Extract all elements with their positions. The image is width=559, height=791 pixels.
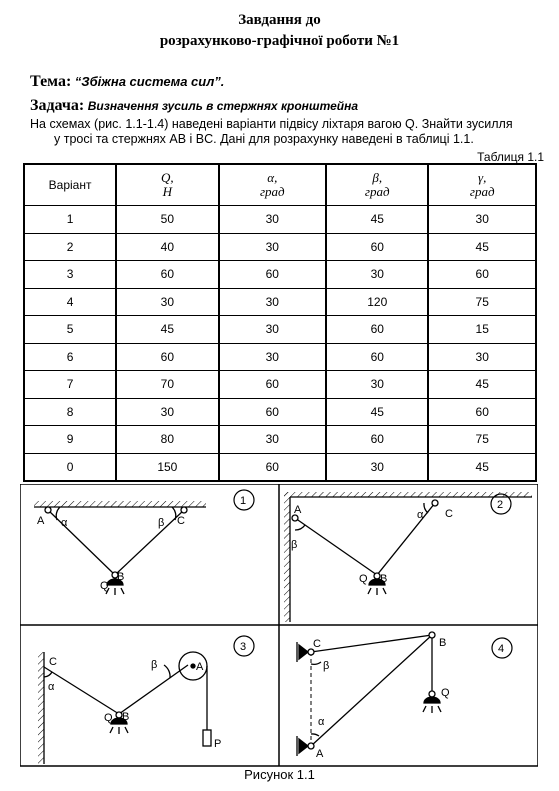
scheme-1-label-a: A [37,515,45,527]
table-cell: 45 [428,453,536,481]
header-alpha: α, град [219,164,327,206]
table-cell: 8 [24,398,116,426]
table-cell: 45 [116,316,218,344]
figure-caption: Рисунок 1.1 [244,767,315,782]
table-cell: 30 [219,233,327,261]
header-beta: β, град [326,164,428,206]
scheme-3-label-a: A [196,661,204,673]
table-cell: 60 [326,233,428,261]
table-cell: 45 [428,233,536,261]
scheme-1-number: 1 [240,495,247,507]
scheme-2-label-q: Q [359,573,368,585]
table-cell: 70 [116,371,218,399]
table-cell: 6 [24,343,116,371]
table-cell: 75 [428,426,536,454]
table-cell: 30 [428,343,536,371]
title-line-2: розрахунково-графічної роботи №1 [159,33,400,49]
table-cell: 45 [326,206,428,234]
description-line-2: у тросі та стержнях AB і BC. Дані для розрахунку наведені в таблиці 1.1. [54,132,474,146]
table-cell: 60 [219,261,327,289]
scheme-2-number: 2 [497,499,504,511]
table-cell: 60 [219,398,327,426]
table-cell: 2 [24,233,116,261]
task-description [30,117,550,147]
scheme-3-label-p: P [214,738,222,750]
scheme-4-label-a: A [316,748,324,760]
page-title [0,10,559,52]
data-table [23,163,537,482]
table-cell: 60 [219,453,327,481]
figures-area [20,484,538,771]
table-row [24,371,536,399]
table-cell: 30 [219,343,327,371]
scheme-2-label-b: B [380,573,388,585]
table-cell: 60 [219,371,327,399]
table-row [24,316,536,344]
topic-label: Тема: [30,73,72,90]
table-cell: 30 [219,426,327,454]
table-cell: 60 [326,343,428,371]
table-cell: 60 [428,398,536,426]
table-cell: 60 [116,343,218,371]
table-row [24,233,536,261]
table-row [24,261,536,289]
scheme-2-label-beta: β [291,539,298,551]
table-cell: 0 [24,453,116,481]
figure-schemes [20,484,538,771]
table-cell: 15 [428,316,536,344]
header-gamma: γ, град [428,164,536,206]
table-row [24,343,536,371]
scheme-3 [38,652,211,764]
scheme-2-label-alpha: α [417,509,424,521]
task [30,97,358,115]
table-cell: 30 [219,288,327,316]
scheme-3-number: 3 [240,641,247,653]
scheme-1-label-b: B [117,571,125,583]
table-cell: 80 [116,426,218,454]
header-q: Q, Н [116,164,218,206]
table-header-row [24,164,536,206]
scheme-1-label-alpha: α [61,517,68,529]
table-row [24,426,536,454]
table-cell: 30 [326,261,428,289]
table-cell: 75 [428,288,536,316]
table-cell: 120 [326,288,428,316]
title-line-1: Завдання до [238,12,321,28]
scheme-4 [297,632,441,756]
scheme-4-label-alpha: α [318,716,325,728]
table-cell: 60 [428,261,536,289]
table-cell: 3 [24,261,116,289]
scheme-4-number: 4 [498,643,505,655]
table-cell: 7 [24,371,116,399]
table-cell: 45 [428,371,536,399]
table-cell: 50 [116,206,218,234]
topic [30,73,224,91]
table-cell: 150 [116,453,218,481]
scheme-4-label-q: Q [441,687,450,699]
table-cell: 5 [24,316,116,344]
table-row [24,398,536,426]
scheme-1-label-q: Q [100,580,109,592]
table-cell: 1 [24,206,116,234]
task-label: Задача: [30,97,85,114]
table-caption: Таблиця 1.1 [477,150,544,164]
table-cell: 30 [326,371,428,399]
table-cell: 60 [326,316,428,344]
scheme-labels [37,495,504,760]
scheme-3-label-c: C [49,656,57,668]
table-cell: 30 [116,398,218,426]
scheme-3-label-q: Q [104,712,113,724]
scheme-1-label-c: C [177,515,185,527]
scheme-2-label-a: A [294,504,302,516]
table-cell: 60 [116,261,218,289]
table-cell: 30 [326,453,428,481]
description-line-1: На схемах (рис. 1.1-1.4) наведені варіанти підвісу ліхтаря вагою Q. Знайти зусилля [30,117,513,131]
table-row [24,453,536,481]
scheme-3-label-b: B [122,711,130,723]
scheme-4-label-c: C [313,638,321,650]
table-cell: 45 [326,398,428,426]
scheme-4-label-beta: β [323,660,330,672]
table-row [24,206,536,234]
header-variant: Варіант [24,164,116,206]
table-row [24,288,536,316]
scheme-3-label-alpha: α [48,681,55,693]
table-cell: 30 [116,288,218,316]
table-cell: 4 [24,288,116,316]
table-cell: 30 [219,316,327,344]
table-cell: 30 [219,206,327,234]
table-cell: 60 [326,426,428,454]
task-value: Визначення зусиль в стержнях кронштейна [87,99,359,113]
table-cell: 40 [116,233,218,261]
scheme-4-label-b: B [439,637,447,649]
scheme-2-label-c: C [445,508,453,520]
table-cell: 9 [24,426,116,454]
scheme-3-label-beta: β [151,659,158,671]
topic-value: “Збіжна система сил”. [74,74,225,89]
table-cell: 30 [428,206,536,234]
scheme-1-label-beta: β [158,517,165,529]
